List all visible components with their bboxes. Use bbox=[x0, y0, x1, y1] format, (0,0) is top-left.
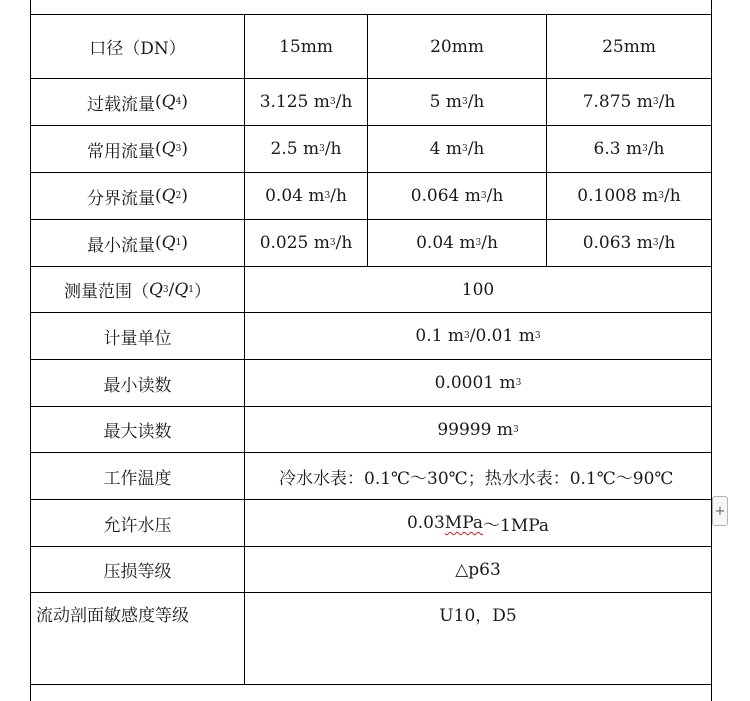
max-reading-value: 99999 m 3 bbox=[437, 419, 519, 440]
row-label-max-reading: 最大读数 bbox=[103, 422, 172, 442]
metering-unit-value: 0.1 m 3 /0.01 m 3 bbox=[415, 326, 541, 346]
allowable-pressure-value: 0.03 MPa ～1MPa bbox=[406, 513, 550, 536]
overload-flow-15mm: 3.125 m 3 /h bbox=[259, 92, 353, 112]
row-label-flow-profile-sensitivity: 流动剖面敏感度等级 bbox=[36, 606, 189, 626]
row-label-working-temperature: 工作温度 bbox=[103, 468, 172, 489]
spellcheck-mark: MPa bbox=[444, 513, 484, 533]
measuring-range-value: 100 bbox=[461, 279, 495, 300]
row-label-transitional-flow: 分界流量 ( Q 2 ) bbox=[87, 186, 188, 209]
min-reading-value: 0.0001 m 3 bbox=[434, 373, 522, 393]
plus-icon: + bbox=[714, 503, 726, 519]
row-label-pressure-loss-class: 压损等级 bbox=[103, 562, 172, 582]
header-col-15mm: 15mm bbox=[279, 36, 333, 57]
permanent-flow-25mm: 6.3 m 3 /h bbox=[593, 139, 665, 159]
overload-flow-20mm: 5 m 3 /h bbox=[429, 92, 485, 112]
working-temperature-value: 冷水水表：0.1℃～30℃；热水水表：0.1℃～90℃ bbox=[279, 468, 674, 489]
overload-flow-25mm: 7.875 m 3 /h bbox=[582, 92, 676, 112]
transitional-flow-15mm: 0.04 m 3 /h bbox=[265, 186, 347, 206]
row-label-min-reading: 最小读数 bbox=[103, 375, 172, 396]
transitional-flow-20mm: 0.064 m 3 /h bbox=[410, 186, 504, 206]
permanent-flow-15mm: 2.5 m 3 /h bbox=[270, 139, 342, 159]
row-label-minimum-flow: 最小流量 ( Q 1 ) bbox=[87, 233, 188, 256]
transitional-flow-25mm: 0.1008 m 3 /h bbox=[577, 186, 681, 206]
header-col-25mm: 25mm bbox=[602, 36, 656, 57]
minimum-flow-15mm: 0.025 m 3 /h bbox=[259, 233, 353, 253]
pressure-loss-class-value: △p63 bbox=[455, 559, 501, 580]
row-label-allowable-pressure: 允许水压 bbox=[103, 515, 172, 536]
minimum-flow-25mm: 0.063 m 3 /h bbox=[582, 233, 676, 253]
row-label-metering-unit: 计量单位 bbox=[103, 328, 172, 349]
permanent-flow-20mm: 4 m 3 /h bbox=[429, 139, 485, 159]
header-col-20mm: 20mm bbox=[430, 36, 484, 57]
flow-profile-sensitivity-value: U10，D5 bbox=[439, 606, 517, 626]
minimum-flow-20mm: 0.04 m 3 /h bbox=[416, 233, 498, 253]
header-dn-label: 口径（DN） bbox=[89, 39, 186, 59]
add-row-button[interactable] bbox=[712, 496, 728, 526]
row-label-overload-flow: 过载流量 ( Q 4 ) bbox=[87, 92, 188, 115]
row-label-measuring-range: 测量范围（ Q 3 / Q 1 ） bbox=[63, 279, 212, 302]
row-label-permanent-flow: 常用流量 ( Q 3 ) bbox=[87, 139, 188, 162]
